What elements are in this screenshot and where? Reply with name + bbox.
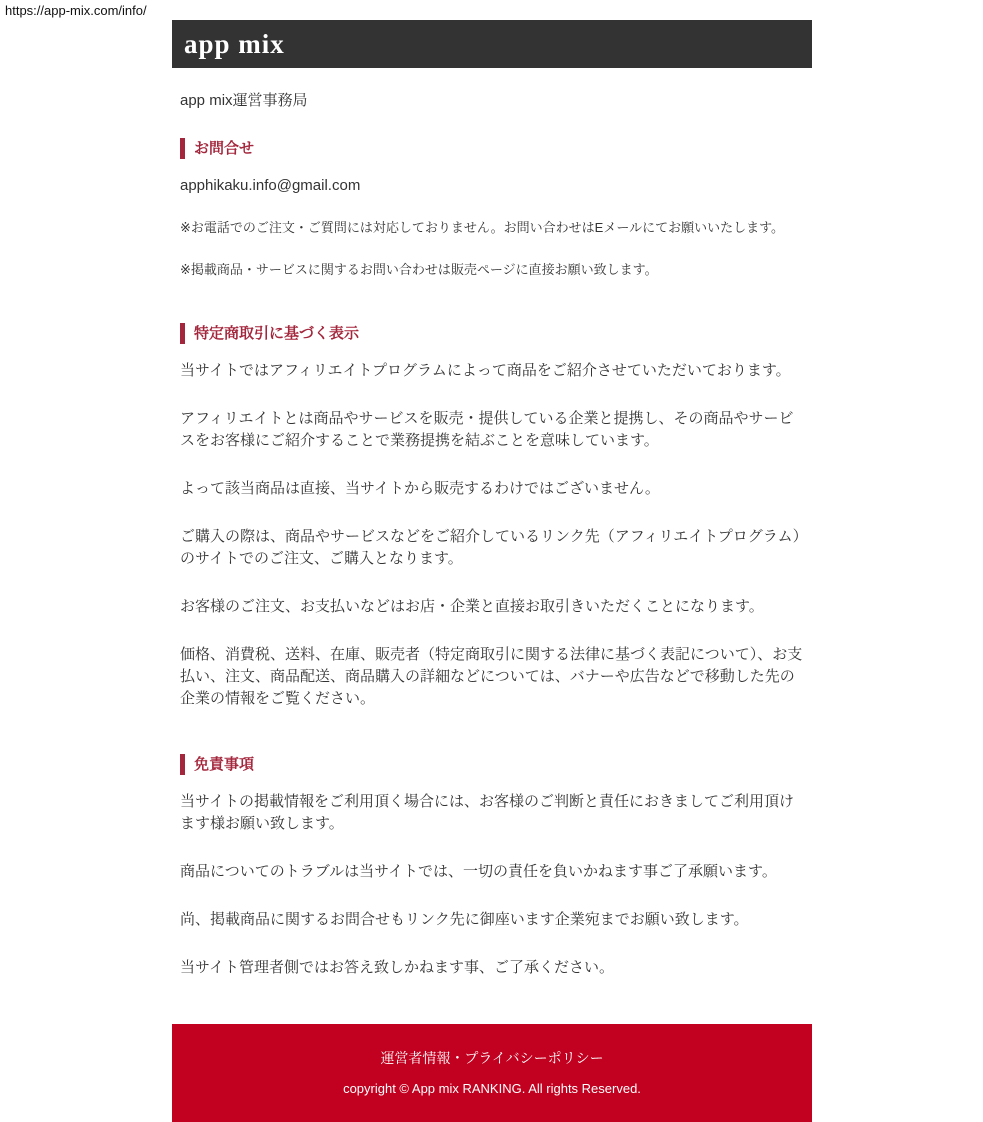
disclaimer-paragraph: 尚、掲載商品に関するお問合せもリンク先に御座います企業宛までお願い致します。 (180, 911, 749, 928)
section-disclaimer (180, 754, 804, 979)
disclaimer-paragraph: 当サイトの掲載情報をご利用頂く場合には、お客様のご判断と責任におきましてご利用頂けます様お願い致します。 (180, 793, 794, 832)
footer-copyright: copyright © App mix RANKING. All rights Reserved. (343, 1081, 641, 1096)
contact-email: apphikaku.info@gmail.com (180, 177, 361, 194)
section-heading-disclaimer: 免責事項 (180, 754, 804, 775)
disclaimer-paragraph: 当サイト管理者側ではお答え致しかねます事、ご了承ください。 (180, 959, 614, 976)
contact-note-products: ※掲載商品・サービスに関するお問い合わせは販売ページに直接お願い致します。 (180, 262, 658, 277)
transactions-paragraph: お客様のご注文、お支払いなどはお店・企業と直接お取引きいただくことになります。 (180, 598, 764, 615)
section-transactions (180, 323, 804, 710)
transactions-paragraph: よって該当商品は直接、当サイトから販売するわけではございません。 (180, 480, 660, 497)
disclaimer-paragraph: 商品についてのトラブルは当サイトでは、一切の責任を負いかねます事ご了承願います。 (180, 863, 777, 880)
contact-note-phone: ※お電話でのご注文・ご質問には対応しておりません。お問い合わせはEメールにてお願いいたします。 (180, 220, 785, 235)
section-heading-transactions: 特定商取引に基づく表示 (180, 323, 804, 344)
main-content (172, 91, 812, 979)
footer-privacy-link[interactable]: 運営者情報・プライバシーポリシー (380, 1050, 604, 1066)
transactions-paragraph: アフィリエイトとは商品やサービスを販売・提供している企業と提携し、その商品やサービスをお客様にご紹介することで業務提携を結ぶことを意味しています。 (180, 410, 794, 449)
page-container (172, 20, 812, 1122)
url-text: https://app-mix.com/info/ (5, 3, 147, 18)
site-title: app mix (184, 28, 285, 59)
site-header (172, 20, 812, 68)
section-heading-contact: お問合せ (180, 138, 804, 159)
intro-text: app mix運営事務局 (180, 92, 308, 109)
transactions-paragraph: ご購入の際は、商品やサービスなどをご紹介しているリンク先（アフィリエイトプログラム）のサイトでのご注文、ご購入となります。 (180, 528, 801, 567)
transactions-paragraph: 当サイトではアフィリエイトプログラムによって商品をご紹介させていただいております。 (180, 362, 791, 379)
section-contact (180, 138, 804, 279)
site-footer (172, 1024, 812, 1122)
transactions-paragraph: 価格、消費税、送料、在庫、販売者（特定商取引に関する法律に基づく表記について）、お支払い、注文、商品配送、商品購入の詳細などについては、バナーや広告などで移動した先の企業の情報をご覧ください。 (180, 646, 803, 707)
